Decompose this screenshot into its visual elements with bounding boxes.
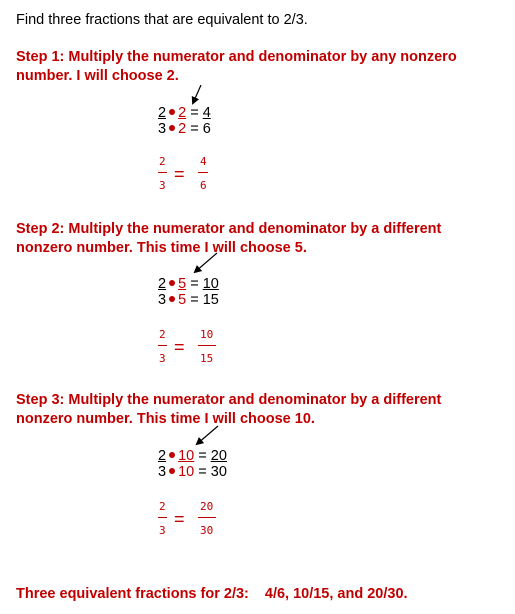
result-denominator-left: 3 xyxy=(159,524,166,537)
conclusion-answer: 4/6, 10/15, and 20/30. xyxy=(264,586,408,602)
conclusion xyxy=(16,586,408,602)
step-3-line-2: nonzero number. This time I will choose 10. xyxy=(16,411,315,427)
equals-sign: = xyxy=(190,276,199,292)
result-numerator-right: 20 xyxy=(200,500,214,513)
arrow-icon xyxy=(195,253,217,272)
step-1-line-1: Step 1: Multiply the numerator and denominator by any nonzero xyxy=(16,49,457,65)
result-numerator-left: 2 xyxy=(159,500,166,513)
multiplier: 5 xyxy=(178,292,187,308)
original-denominator: 3 xyxy=(158,464,167,480)
arrow-icon xyxy=(193,85,201,103)
equals-sign: = xyxy=(198,448,207,464)
result-numerator-right: 4 xyxy=(200,155,207,168)
equals-sign: = xyxy=(190,105,199,121)
multiplier: 2 xyxy=(178,121,187,137)
result-denominator-right: 30 xyxy=(200,524,214,537)
multiplier: 10 xyxy=(178,464,195,480)
original-numerator: 2 xyxy=(158,448,167,464)
equals-sign: = xyxy=(174,337,185,357)
result-denominator-right: 15 xyxy=(200,352,214,365)
new-numerator: 20 xyxy=(210,448,227,464)
equals-sign: = xyxy=(190,121,199,137)
equals-sign: = xyxy=(174,164,185,184)
step-1-line-2: number. I will choose 2. xyxy=(16,68,179,84)
original-numerator: 2 xyxy=(158,276,167,292)
new-numerator: 4 xyxy=(202,105,211,121)
result-numerator-left: 2 xyxy=(159,328,166,341)
new-denominator: 15 xyxy=(202,292,219,308)
multiplier: 10 xyxy=(178,448,195,464)
multiplier: 2 xyxy=(178,105,187,121)
conclusion-label: Three equivalent fractions for 2/3: xyxy=(16,586,249,602)
new-denominator: 30 xyxy=(210,464,227,480)
result-denominator-left: 3 xyxy=(159,179,166,192)
result-numerator-left: 2 xyxy=(159,155,166,168)
step-2-line-1: Step 2: Multiply the numerator and denominator by a different xyxy=(16,221,442,237)
original-denominator: 3 xyxy=(158,292,167,308)
step-2-line-2: nonzero number. This time I will choose 5. xyxy=(16,240,307,256)
step-3-line-1: Step 3: Multiply the numerator and denominator by a different xyxy=(16,392,442,408)
equals-sign: = xyxy=(198,464,207,480)
original-numerator: 2 xyxy=(158,105,167,121)
equals-sign: = xyxy=(174,509,185,529)
equals-sign: = xyxy=(190,292,199,308)
result-numerator-right: 10 xyxy=(200,328,214,341)
intro-text: Find three fractions that are equivalent to 2/3. xyxy=(16,12,308,28)
original-denominator: 3 xyxy=(158,121,167,137)
multiplier: 5 xyxy=(178,276,187,292)
new-denominator: 6 xyxy=(202,121,211,137)
arrow-icon xyxy=(197,426,218,444)
new-numerator: 10 xyxy=(202,276,219,292)
result-denominator-right: 6 xyxy=(200,179,207,192)
result-denominator-left: 3 xyxy=(159,352,166,365)
